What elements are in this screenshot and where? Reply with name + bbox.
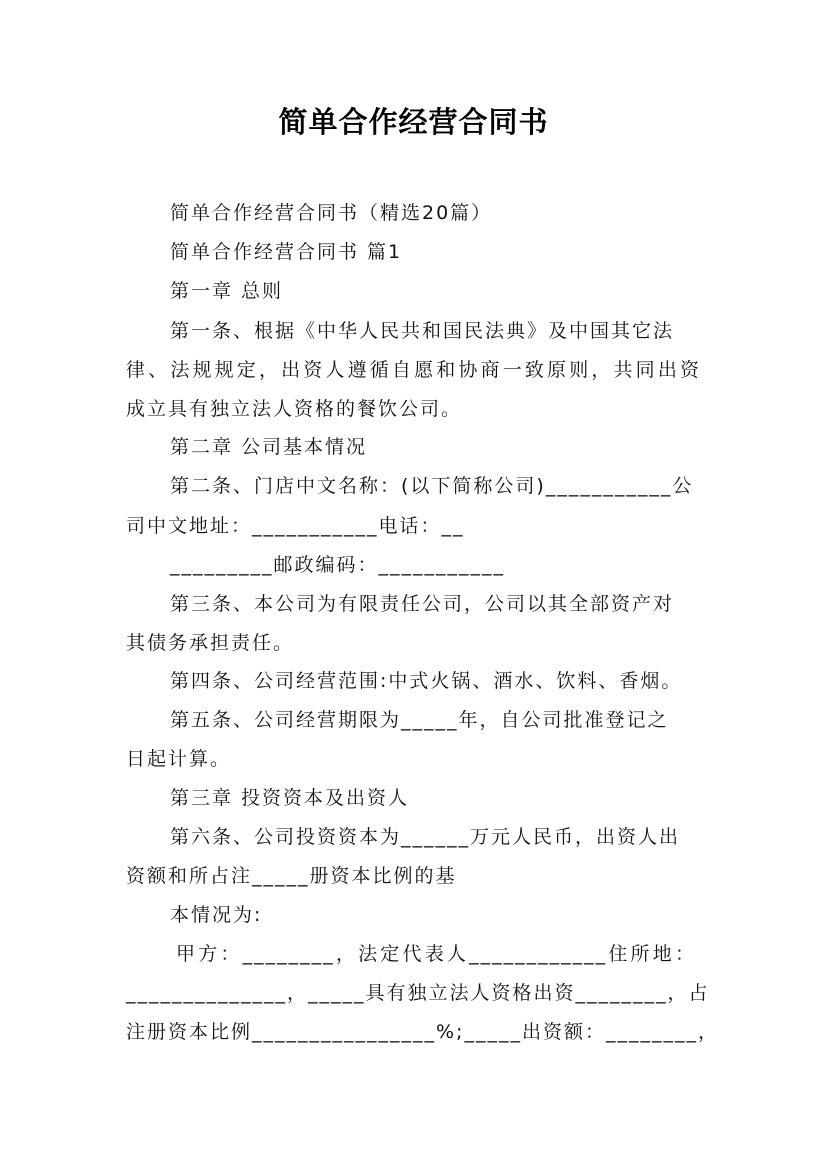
- doc-line-article-2: 第二条、门店中文名称：(以下简称公司)___________公: [170, 475, 694, 497]
- doc-line-chapter-2: 第二章 公司基本情况: [170, 436, 368, 458]
- doc-line-article-3: 第三条、本公司为有限责任公司，公司以其全部资产对: [170, 593, 675, 615]
- doc-line-article-2-end: _________邮政编码：___________: [170, 554, 506, 576]
- doc-line-chapter-3: 第三章 投资资本及出资人: [170, 787, 410, 809]
- doc-line-subtitle: 简单合作经营合同书（精选20篇）: [170, 202, 493, 224]
- doc-line-article-1-end: 成立具有独立法人资格的餐饮公司。: [126, 398, 463, 420]
- document-title: 简单合作经营合同书: [278, 105, 549, 139]
- doc-line-article-3-end: 其债务承担责任。: [126, 632, 295, 654]
- doc-line-article-6: 第六条、公司投资资本为______万元人民币，出资人出: [170, 826, 681, 848]
- doc-line-party-a: 甲方：________，法定代表人____________住所地：: [176, 943, 696, 965]
- doc-line-party-a-capital: 注册资本比例________________%;_____出资额：________，: [126, 1021, 719, 1043]
- doc-line-basic-info: 本情况为:: [170, 904, 263, 926]
- doc-line-article-4: 第四条、公司经营范围:中式火锅、酒水、饮料、香烟。: [170, 670, 683, 692]
- doc-line-article-6-cont: 资额和所占注_____册资本比例的基: [126, 865, 457, 887]
- doc-line-article-5-end: 日起计算。: [126, 748, 232, 770]
- doc-line-article-2-cont: 司中文地址：___________电话：__: [126, 515, 465, 537]
- doc-line-party-a-cont: ______________，_____具有独立法人资格出资________，占: [126, 982, 710, 1004]
- doc-line-chapter-1: 第一章 总则: [170, 280, 284, 302]
- doc-line-article-1-cont: 律、法规规定，出资人遵循自愿和协商一致原则，共同出资: [126, 359, 701, 381]
- doc-line-article-1: 第一条、根据《中华人民共和国民法典》及中国其它法: [170, 320, 675, 342]
- doc-line-article-5: 第五条、公司经营期限为_____年，自公司批准登记之: [170, 709, 669, 731]
- doc-line-section-heading: 简单合作经营合同书 篇1: [170, 241, 403, 263]
